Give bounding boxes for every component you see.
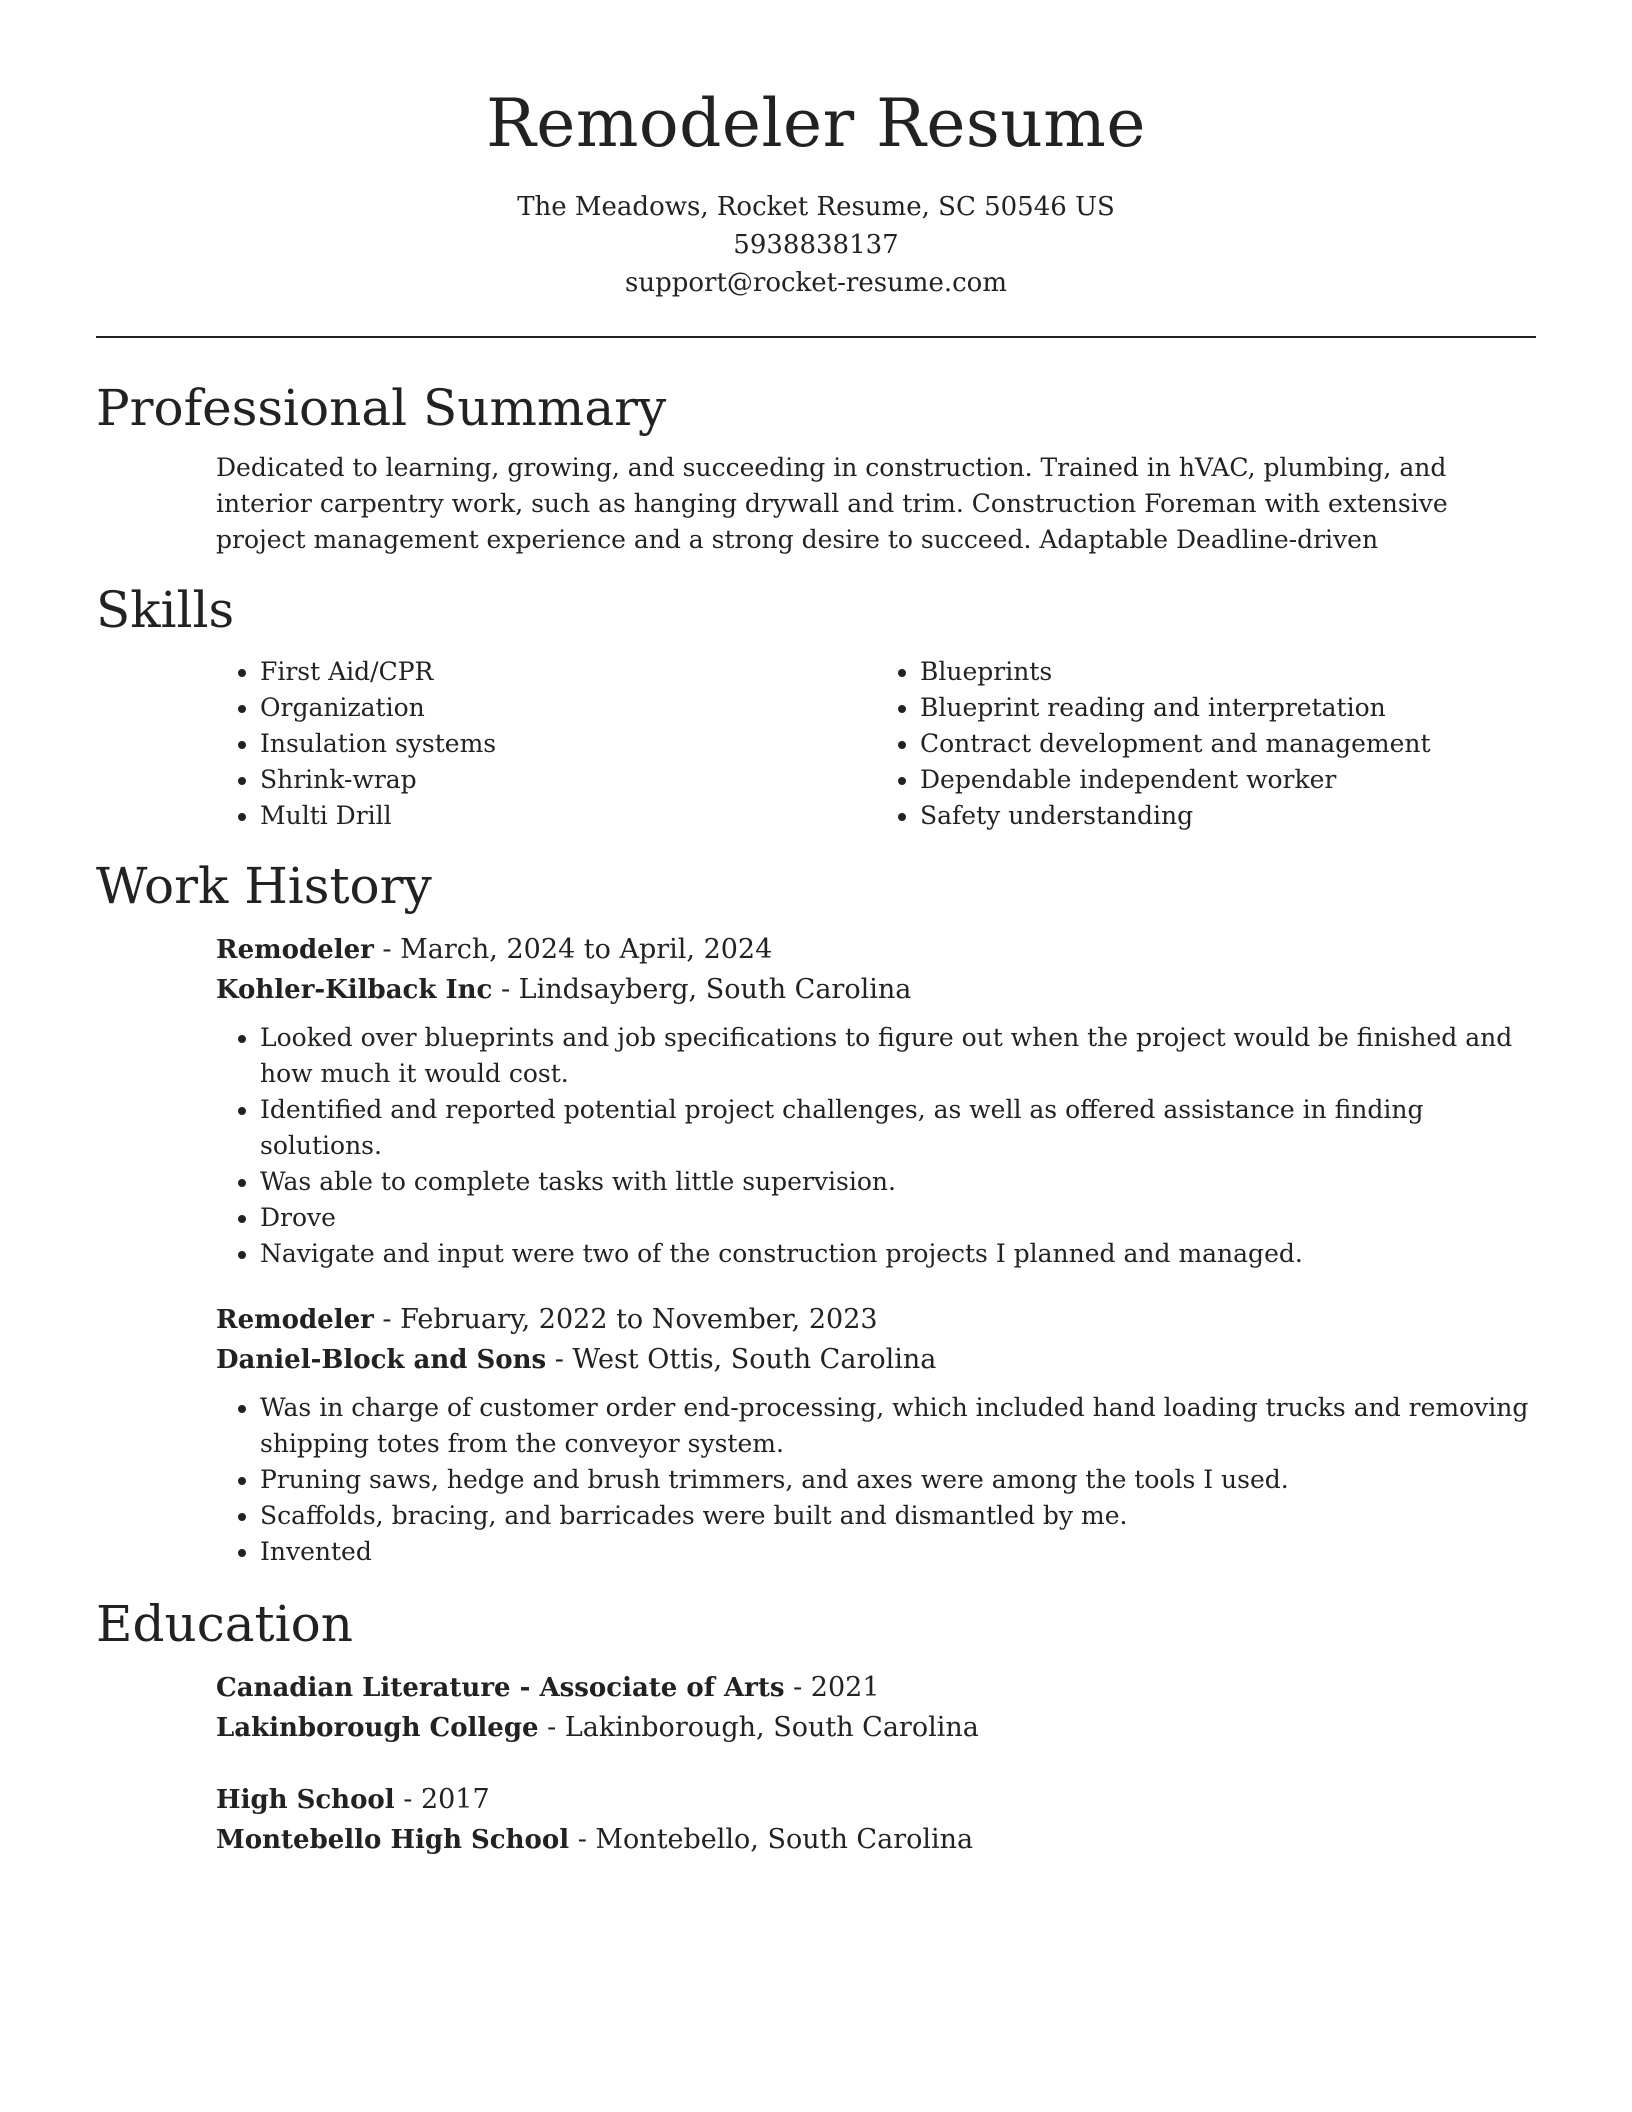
school-name: Montebello High School <box>216 1825 570 1855</box>
duty-item: • Pruning saws, hedge and brush trimmers, and axes were among the tools I used. <box>260 1462 1536 1498</box>
skill-item: • Shrink-wrap <box>260 762 876 798</box>
school-location: - Lakinborough, South Carolina <box>538 1712 979 1743</box>
duty-item: • Invented <box>260 1534 1536 1570</box>
duty-item: • Navigate and input were two of the construction projects I planned and managed. <box>260 1236 1536 1272</box>
job-duties <box>216 1390 1536 1570</box>
degree-line <box>216 1668 1536 1708</box>
graduation-year: - 2021 <box>784 1672 880 1703</box>
job-company: Kohler-Kilback Inc <box>216 975 493 1005</box>
duty-item: • Looked over blueprints and job specifications to figure out when the project would be finished and how much it would cost. <box>260 1020 1536 1092</box>
degree-line <box>216 1780 1536 1820</box>
skills-body <box>96 654 1536 834</box>
skills-section <box>96 580 1536 834</box>
header-divider <box>96 336 1536 338</box>
skill-item: • Blueprints <box>920 654 1536 690</box>
job-title-line <box>216 930 1536 970</box>
resume-page <box>96 0 1536 1860</box>
summary-section <box>96 378 1536 558</box>
job-duties <box>216 1020 1536 1272</box>
duty-item: • Was in charge of customer order end-processing, which included hand loading trucks and removing shipping totes from the conveyor system. <box>260 1390 1536 1462</box>
skill-item: • Safety understanding <box>920 798 1536 834</box>
job-entry <box>216 1300 1536 1570</box>
duty-item: • Scaffolds, bracing, and barricades were built and dismantled by me. <box>260 1498 1536 1534</box>
job-dates: - February, 2022 to November, 2023 <box>373 1304 878 1335</box>
summary-heading: Professional Summary <box>96 379 667 437</box>
job-company-line <box>216 970 1536 1010</box>
school-line <box>216 1708 1536 1748</box>
work-history-section <box>96 856 1536 1570</box>
school-line <box>216 1820 1536 1860</box>
address: The Meadows, Rocket Resume, SC 50546 US <box>517 192 1115 222</box>
skill-item: • Blueprint reading and interpretation <box>920 690 1536 726</box>
work-history-body <box>96 930 1536 1570</box>
degree: Canadian Literature - Associate of Arts <box>216 1673 785 1703</box>
education-body <box>96 1668 1536 1860</box>
school-name: Lakinborough College <box>216 1713 539 1743</box>
skill-item: • Multi Drill <box>260 798 876 834</box>
education-entry <box>216 1668 1536 1748</box>
skill-item: • Dependable independent worker <box>920 762 1536 798</box>
education-entry <box>216 1780 1536 1860</box>
job-location: - West Ottis, South Carolina <box>546 1344 937 1375</box>
job-company-line <box>216 1340 1536 1380</box>
email: support@rocket-resume.com <box>624 268 1007 298</box>
work-history-heading: Work History <box>96 857 432 915</box>
graduation-year: - 2017 <box>394 1784 490 1815</box>
skills-right-column <box>876 654 1536 834</box>
job-role: Remodeler <box>216 935 374 965</box>
education-heading: Education <box>96 1595 353 1653</box>
duty-item: • Drove <box>260 1200 1536 1236</box>
job-company: Daniel-Block and Sons <box>216 1345 547 1375</box>
job-title-line <box>216 1300 1536 1340</box>
skill-item: • First Aid/CPR <box>260 654 876 690</box>
job-dates: - March, 2024 to April, 2024 <box>373 934 773 965</box>
job-location: - Lindsayberg, South Carolina <box>492 974 912 1005</box>
education-section <box>96 1594 1536 1860</box>
skills-left-column <box>216 654 876 834</box>
degree: High School <box>216 1785 395 1815</box>
resume-header <box>96 0 1536 302</box>
resume-title: Remodeler Resume <box>486 85 1146 162</box>
school-location: - Montebello, South Carolina <box>569 1824 974 1855</box>
job-role: Remodeler <box>216 1305 374 1335</box>
duty-item: • Identified and reported potential project challenges, as well as offered assistance in finding solutions. <box>260 1092 1536 1164</box>
skills-heading: Skills <box>96 581 235 639</box>
summary-text: Dedicated to learning, growing, and succeeding in construction. Trained in hVAC, plumbing, and interior carpentry work, such as hanging drywall and trim. Construction Foreman with extensive project management experience and a strong desire to succeed. Adaptable Deadline-driven <box>216 453 1448 554</box>
job-entry <box>216 930 1536 1272</box>
skill-item: • Organization <box>260 690 876 726</box>
phone: 5938838137 <box>733 230 899 260</box>
skills-grid <box>216 654 1536 834</box>
skill-item: • Contract development and management <box>920 726 1536 762</box>
skill-item: • Insulation systems <box>260 726 876 762</box>
contact-info <box>96 188 1536 302</box>
duty-item: • Was able to complete tasks with little supervision. <box>260 1164 1536 1200</box>
